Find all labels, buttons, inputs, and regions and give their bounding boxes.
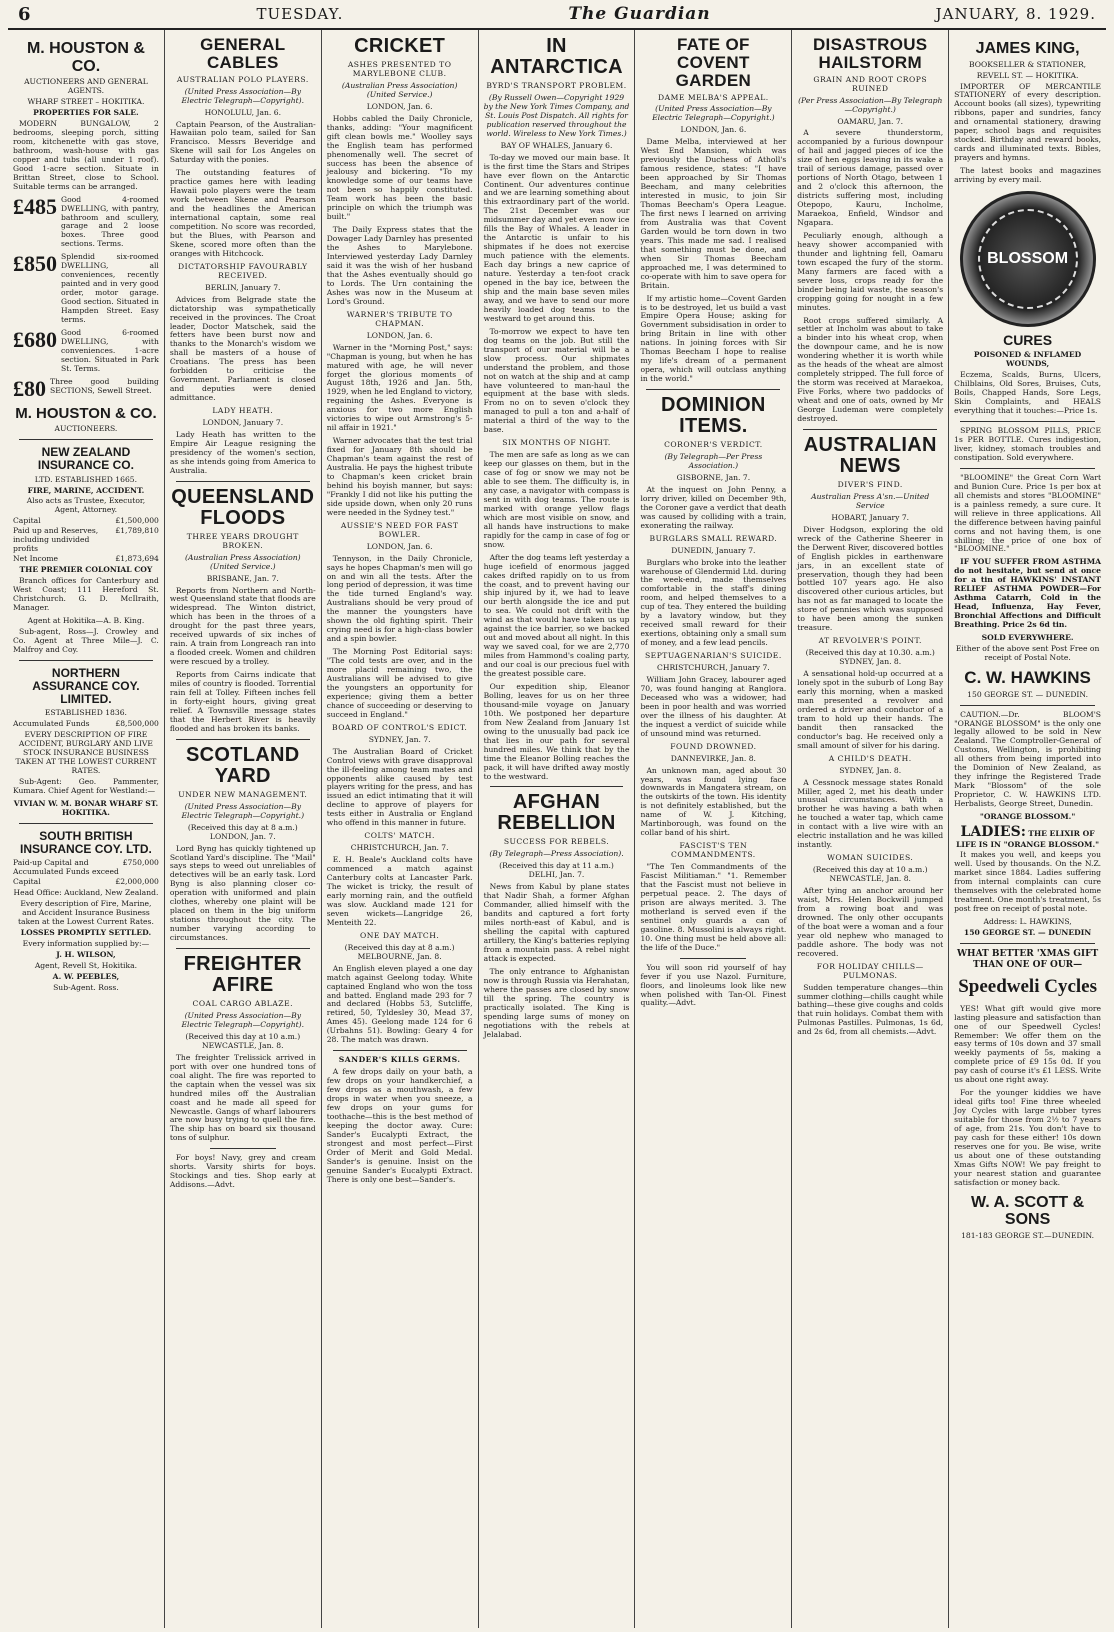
article-paragraph: Captain Pearson, of the Australian-Hawaiian polo team, sailed for San Francisco. Messrs Beveridge and Skene will sail for Los Angeles on Saturday with the ponies. bbox=[169, 119, 316, 165]
article-paragraph: Diver Hodgson, exploring the old wreck of the Catherine Sheerer in the Derwent River, discovered bottles of English pickles in earthenware jars, in an excellent state of preservation, though they had been bottled 107 years ago. He also discovered other curious articles, but has not as far managed to locate the store of pennies which was supposed to have been among the sunken treasure. bbox=[797, 524, 944, 633]
advertisement: A few drops daily on your bath, a few drops on your handkerchief, a few drops as a mouthwash, a few drops in water when you sneeze, a few drops on your gums for toothache—this is the best method of keeping the doctor away. Cure: Sander's Eucalypti Extract, the strongest and most perfect—First Order of Merit and Gold Medal. Sander's is genuine. Insist on the genuine Sander's Eucalypti Extract. There is only one best—Sander's. bbox=[326, 1067, 473, 1184]
article-paragraph: To-morrow we expect to have ten dog teams on the job. But still the transport of our material will be a slow process. Our shipmates understand the problem, and those not on watch at the ship and at camp have volunteered to man-haul the equipment at the base with sleds. From no on to seven o'clock they managed to pull a ton and a-half of material a third of the way to the base. bbox=[483, 326, 630, 435]
credit: (United Press Association—By Electric Telegraph—Copyright.) bbox=[652, 104, 775, 123]
hawkins-name: C. W. HAWKINS bbox=[964, 667, 1091, 687]
branch-offices: Branch offices for Canterbury and West Coast; 111 Hereford St. Christchurch. G. D. McIlraith, Manager. bbox=[13, 576, 159, 612]
reserves-label: Paid up and Reserves, including undivided profits bbox=[13, 526, 99, 554]
address-line: 150 GEORGE ST. — DUNEDIN bbox=[963, 928, 1092, 938]
accumulated-value: £8,500,000 bbox=[115, 719, 159, 729]
sb-info: Every information supplied by:— bbox=[22, 938, 150, 948]
dateline: HONOLULU, Jan. 6. bbox=[204, 107, 281, 117]
dateline: CHRISTCHURCH, Jan. 7. bbox=[350, 843, 449, 853]
masthead-date: JANUARY, 8. 1929. bbox=[935, 5, 1096, 23]
headline-australian-news: AUSTRALIAN NEWS bbox=[803, 433, 937, 477]
peebles: A. W. PEEBLES, bbox=[52, 971, 120, 981]
divider bbox=[176, 481, 310, 482]
cures-head: CURES bbox=[1003, 331, 1053, 348]
column-5 bbox=[635, 30, 792, 1628]
subhead: ONE DAY MATCH. bbox=[360, 930, 440, 940]
column-4 bbox=[479, 30, 636, 1628]
masthead bbox=[8, 0, 1106, 30]
subhead: A CHILD'S DEATH. bbox=[828, 753, 912, 763]
credit: (United Press Association—By Electric Telegraph—Copyright.) bbox=[181, 801, 305, 820]
article-paragraph: A sensational hold-up occurred at a lonely spot in the suburb of Long Bay early this morning, when a masked man presented a revolver and ordered a driver and conductor of a tram to hold up their hands. The bandit then ransacked the conductor's bag. He received only a small amount of silver for his daring. bbox=[797, 669, 944, 750]
post-free: Either of the above sent Post Free on receipt of Postal Note. bbox=[955, 644, 1100, 662]
sb-office: Head Office: Auckland, New Zealand. bbox=[13, 888, 159, 897]
reserves-value: £1,789,810 bbox=[115, 526, 159, 536]
columns bbox=[8, 30, 1106, 1628]
premier-line: THE PREMIER COLONIAL COY bbox=[19, 565, 153, 575]
subhead: DAME MELBA'S APPEAL. bbox=[658, 92, 769, 102]
subhead: COLTS' MATCH. bbox=[364, 831, 435, 841]
credit: (By Telegraph—Press Association). bbox=[489, 849, 624, 859]
masthead-title: The Guardian bbox=[568, 4, 711, 24]
divider bbox=[19, 823, 153, 824]
subhead: FOR HOLIDAY CHILLS—PULMONAS. bbox=[816, 961, 924, 980]
article-paragraph: "The Ten Commandments of the Fascist Militiaman." "1. Remember that the Fascist must not believe in perpetual peace. 2. The days of prison are always merited. 3. The motherland is served even if the sentinel only guards a can of gasoline. 8. Mussolini is always right. 10. One thing must be held above all: the life of the Duce." bbox=[640, 862, 787, 952]
dateline: DANNEVIRKE, Jan. 8. bbox=[670, 753, 756, 763]
dateline: (Received this day at 10 a.m.) NEWCASTLE, Jan. 8. bbox=[185, 1031, 301, 1050]
credit: (Per Press Association—By Telegraph—Copyright.) bbox=[798, 95, 943, 114]
dateline: (Received this day at 8 a.m.) MELBOURNE, Jan. 8. bbox=[344, 942, 455, 961]
article-paragraph: Root crops suffered similarly. A settler at Incholm was about to take a binder into his wheat crop, when the downpour came, and he is now wondering whether it is worth while as the heads of the wheat are almost completely stripped. The full force of the storm was received at Maraekoa, Five Forks, where two paddocks of wheat and one of oats, owned by Mr George Ludeman were completely destroyed. bbox=[797, 315, 944, 423]
subhead: AT REVOLVER'S POINT. bbox=[818, 636, 922, 646]
article-paragraph: The outstanding features of practice games here with leading Hawaii polo players were the team work between Skene and Pearson and the headlines the American international captain, some real competition. No score was recorded, but the Blues, with Pearson and Skene, scored more often than the oranges with Hitchcock. bbox=[169, 168, 316, 258]
divider bbox=[960, 421, 1095, 422]
reserves-row bbox=[13, 527, 159, 554]
caution-notice: CAUTION.—Dr. BLOOM'S "ORANGE BLOSSOM" is the only one legally allowed to be sold in New Zealand. The Comptroller-General of Customs, Wellington, is prohibiting all others from being imported into the Dominion of New Zealand, as they infringe the Registered Trade Mark "Blossom" of the sole Proprietor, C. W. HAWKINS LTD. Herbalists, George Street, Dunedin. bbox=[954, 709, 1102, 809]
column-3 bbox=[322, 30, 479, 1628]
subhead: SUCCESS FOR REBELS. bbox=[503, 837, 610, 847]
listing-4-row bbox=[13, 326, 159, 374]
divider bbox=[176, 739, 310, 740]
article-paragraph: Hobbs cabled the Daily Chronicle, thanks, adding: "Your magnificent gift clean bowls me." Woolley says the English team has performed phenomenally well. The secret of success has been the absence of jealousy and bickering. "To my knowledge some of our teams have not been so happily constituted. Team work has been the basic principle on which the triumph was built." bbox=[326, 113, 473, 222]
article-paragraph: The Morning Post Editorial says: "The cold tests are over, and in the more placid remaining two, the Australians will be advised to give the youngsters an opportunity for experience; giving them a better chance of succeeding or deserving to succeed in England." bbox=[326, 647, 473, 719]
article-paragraph: News from Kabul by plane states that Nadir Shah, a former Afghan Commander, allied himself with the bandits and captured a fort forty miles north-east of Kabul, and is shelling the capital with captured artillery, the King's batteries replying from a mountain pass. A rebel night attack is expected. bbox=[483, 882, 630, 963]
price-1: £485 bbox=[13, 193, 57, 219]
article-paragraph: Reports from Cairns indicate that miles of country is flooded. Torrential rain fell at Tolley. Fifteen inches fell in forty-eight hours, giving great relief. A Townsville message states that the Herbert River is heavily flooded and has broken its banks. bbox=[169, 670, 316, 733]
blossom-stamp-logo bbox=[960, 191, 1096, 327]
peebles-role: Sub-Agent. Ross. bbox=[53, 982, 119, 992]
nz-insurance-name: NEW ZEALAND INSURANCE CO. bbox=[37, 445, 134, 473]
headline-dominion-items: DOMINION ITEMS. bbox=[661, 394, 766, 438]
article-paragraph: E. H. Beale's Auckland colts have commenced a match against Canterbury colts at Lancaster Park. The wicket is tricky, the result of early morning rain, and the outfield was slow. Auckland made 121 for seven wickets—Langridge 26, Menteith 22. bbox=[326, 855, 473, 927]
article-paragraph: A Cessnock message states Ronald Miller, aged 2, met his death under unusual circumstances. With a brother he was having a bath when he touched a water tap, which came in contact with a live wire with an electric installation and he was killed instantly. bbox=[797, 777, 944, 850]
divider bbox=[960, 468, 1095, 469]
ad-houston-address: WHARF STREET – HOKITIKA. bbox=[27, 97, 145, 107]
listing-3-row bbox=[13, 253, 159, 325]
sb-paid-label: Paid-up Capital and Accumulated Funds exceed bbox=[13, 858, 119, 877]
ladies-row bbox=[954, 824, 1101, 849]
advertisement: Sudden temperature changes—thin summer clothing—chills caught while bathing—these give coughs and colds that ruin holidays. Combat them with Pulmonas Pastilles. Pulmonas, 1s 6d, and 2s 6d, from all chemists.—Advt. bbox=[797, 982, 944, 1037]
sb-capital-value: £2,000,000 bbox=[115, 877, 159, 887]
accumulated-row bbox=[13, 720, 159, 729]
dateline: BERLIN, January 7. bbox=[205, 282, 281, 292]
dateline: BAY OF WHALES, January 6. bbox=[500, 140, 613, 150]
listing-5: Three good building SECTIONS, Sewell Street. bbox=[50, 376, 159, 395]
article-paragraph: Lady Heath has written to the Empire Air League resigning the presidency of the women's section, as she intends going from America to Australia. bbox=[169, 430, 316, 475]
sb-capital-label: Capital bbox=[13, 877, 41, 887]
subhead: WOMAN SUICIDES. bbox=[827, 853, 914, 863]
ad-houston-name: M. HOUSTON & CO. bbox=[26, 40, 145, 75]
sold-everywhere: SOLD EVERYWHERE. bbox=[981, 633, 1074, 643]
headline-cricket: CRICKET bbox=[354, 35, 446, 57]
divider bbox=[176, 948, 310, 949]
dateline: (Received this day at 10 a.m.) NEWCASTLE, Jan. 8. bbox=[812, 865, 928, 884]
dateline: OAMARU, Jan. 7. bbox=[837, 116, 904, 126]
listing-5-row bbox=[13, 375, 159, 401]
ad-sanders-head: SANDER'S KILLS GERMS. bbox=[338, 1055, 461, 1065]
divider bbox=[960, 705, 1095, 706]
cures-text: Eczema, Scalds, Burns, Ulcers, Chilblains, Old Sores, Bruises, Cuts, Boils, Chapped Hands, Sore Legs, Skin Complaints, and HEALS everything that it touches:—Price 1s. bbox=[954, 370, 1102, 416]
credit: (Australian Press Association) (United Service.) bbox=[341, 80, 458, 99]
northern-assurance-name: NORTHERN ASSURANCE COY. LIMITED. bbox=[32, 665, 140, 707]
credit: (United Press Association—By Electric Telegraph—Copyright). bbox=[181, 1010, 305, 1029]
cycles-text: YES! What gift would give more lasting pleasure and satisfaction than one of our Speedwell Cycles! Remember: We offer them on the easy terms of 10s down and 37 small weekly payments of 5s, making a complete price of £9 15s 0d. If you pay cash of course it's £1 LESS. Write us about one right away. bbox=[954, 1003, 1102, 1085]
dateline: BRISBANE, Jan. 7. bbox=[206, 573, 279, 583]
cures-sub: POISONED & INFLAMED WOUNDS, bbox=[973, 350, 1082, 369]
headline-hailstorm: DISASTROUS HAILSTORM bbox=[812, 35, 928, 72]
dateline: SYDNEY, Jan. 7. bbox=[368, 734, 431, 744]
subhead: CORONER'S VERDICT. bbox=[664, 440, 763, 450]
capital-row bbox=[13, 517, 159, 526]
article-paragraph: William John Gracey, labourer aged 70, was found hanging at Ranglora. Deceased who was a widower, had been in poor health and was worried over the illness of his daughter. At the inquest a verdict of suicide while of unsound mind was returned. bbox=[640, 675, 787, 738]
nz-insurance-est: LTD. ESTABLISHED 1665. bbox=[34, 474, 138, 484]
scott-address: 181-183 GEORGE ST.—DUNEDIN. bbox=[961, 1230, 1095, 1240]
dateline: LONDON, Jan. 6. bbox=[366, 330, 433, 340]
wilson-role: Agent, Revell St, Hokitika. bbox=[34, 960, 138, 970]
dateline: (Received this day at 8 a.m.) LONDON, Jan. 7. bbox=[187, 822, 298, 841]
subhead: SIX MONTHS OF NIGHT. bbox=[502, 438, 611, 448]
pills-ad: SPRING BLOSSOM PILLS, PRICE 1s PER BOTTLE. Cures indigestion, liver, kidney, stomach troubles and constipation. Sold everywhere. bbox=[954, 426, 1102, 462]
accumulated-label: Accumulated Funds bbox=[13, 719, 90, 729]
listing-2-row bbox=[13, 193, 159, 250]
subhead: GRAIN AND ROOT CROPS RUINED bbox=[813, 74, 928, 93]
ad-king-text-2: The latest books and magazines arriving by every mail. bbox=[954, 166, 1102, 185]
article-paragraph: Warner advocates that the test trial fixed for January 8th should be Chapman's team against the rest of Australia. He pays the highest tribute to Chapman's keen cricket brain behind his boyish manner, but says: "Frankly I did not like his putting the side upside down, when only 20 runs were needed in the Sydney test." bbox=[326, 436, 473, 517]
article-paragraph: After the dog teams left yesterday a huge icefield of enormous jagged cakes drifted rapidly on to us from the coast, and to prevent having our ship injured by it, we had to leave our berth alongside the ice and put to sea. We could not drift with the wind as that would have taken us up against the ice barrier, so we backed out and moved about all night. In this way we saved coal, for we are 2,770 miles from Hammond's coaling party, and our coal is our precious fuel with the greatest possible care. bbox=[483, 552, 630, 679]
sb-capital-row bbox=[13, 878, 159, 887]
capital-label: Capital bbox=[13, 516, 41, 526]
article-paragraph: Tennyson, in the Daily Chronicle, says he hopes Chapman's men will go on and win all the tests. After the long period of depression, it was time the tide turned England's way. Australians should be very proud of the manner the youngsters have shown the old fighting spirit. Their crying need is for a high-class bowler and a spin bowler. bbox=[326, 553, 473, 644]
cycles-text-2: For the younger kiddies we have ideal gifts too! Fine three wheeled Joy Cycles with large rubber tyres suitable for those from 2½ to 7 years of age, from 21s. You don't have to pay cash for these either! 10s down reserves one for you. Be wise, write us about one of these outstanding Xmas Gifts NOW! We pay freight to your nearest station and guarantee satisfaction or money back. bbox=[954, 1088, 1102, 1187]
subhead: BOARD OF CONTROL'S EDICT. bbox=[331, 722, 468, 732]
article-paragraph: The freighter Trelissick arrived in port with over one hundred tons of coal alight. The fire was reported to the captain when the vessel was six hundred miles off the Australian coast and he made all speed for Newcastle. Gangs of wharf labourers are now busy trying to quell the fire. The ship has on board six thousand tons of sulphur. bbox=[169, 1052, 316, 1143]
article-paragraph: Peculiarly enough, although a heavy shower accompanied with thunder and lightning fell, Oamaru town escaped the fury of the storm. Many farmers are faced with a severe loss, crops ready for the binder being laid waste, the season's cropping going for nought in a few minutes. bbox=[797, 230, 944, 312]
article-paragraph: Our expedition ship, Eleanor Bolling, leaves for us on her three thousand-mile voyage on January 10th. We postponed her departure from New Zealand from January 1st owing to the unusually bad pack ice that lies in our path for several hundred miles. We think that by the time the Eleanor Bolling reaches the pack, it will have drifted away mostly to the westward. bbox=[483, 682, 630, 781]
article-paragraph: To-day we moved our main base. It is the first time the Stars and Stripes have ever flown on the Antarctic Continent. Our adventures continue and we are learning something about this extraordinary part of the world. The 21st December was our midsummer day and yet even now ice fills the Bay of Whales. A leader in the Antarctic is unfair to his shipmates if he does not exercise much patience with the elements. Each day brings a new caprice of nature. Yesterday a ten-foot crack opened in the bay ice, between the ship and the main base seven miles away, and we have to send our more heavily loaded dog teams to the westward to get around this. bbox=[483, 152, 630, 323]
article-paragraph: At the inquest on John Penny, a lorry driver, killed on December 9th, the Coroner gave a verdict that death was caused by colliding with a train, exonerating the railway. bbox=[640, 484, 787, 530]
column-7 bbox=[949, 30, 1106, 1628]
asthma-ad: IF YOU SUFFER FROM ASTHMA do not hesitate, but send at once for a tin of HAWKINS' INSTANT RELIEF ASTHMA POWDER—For Asthma Catarrh, Cold in the Head, Influenza, Hay Fever, Bronchial Affections and Difficult Breathing. Price 2s 6d tin. bbox=[954, 557, 1102, 630]
divider bbox=[646, 389, 780, 390]
income-value: £1,873,694 bbox=[115, 554, 159, 564]
advertisement: For boys! Navy, grey and cream shorts. Varsity shirts for boys. Stockings and ties. Shop early at Addisons.—Advt. bbox=[169, 1153, 316, 1190]
ladies-label: LADIES: bbox=[960, 824, 1026, 840]
subhead: AUSSIE'S NEED FOR FAST BOWLER. bbox=[340, 520, 459, 539]
subhead: DICTATORSHIP FAVOURABLY RECEIVED. bbox=[178, 261, 308, 280]
price-3: £680 bbox=[13, 326, 57, 352]
dateline: HOBART, January 7. bbox=[831, 512, 910, 522]
ladies-text: It makes you well, and keeps you well. Used by thousands. On the N.Z. market since 1884. Ladies suffering from internal complaints can cure themselves with the celebrated home treatment. One month's treatment, 5s post free on receipt of postal note. bbox=[954, 850, 1102, 914]
hokitika-agent: Agent at Hokitika—A. B. King. bbox=[27, 615, 145, 625]
northern-est: ESTABLISHED 1836. bbox=[44, 708, 127, 718]
column-6 bbox=[792, 30, 949, 1628]
nz-insurance-types: FIRE, MARINE, ACCIDENT. bbox=[27, 485, 145, 495]
divider bbox=[19, 660, 153, 661]
ad-king-role: BOOKSELLER & STATIONER, bbox=[969, 59, 1087, 69]
credit: (By Russell Owen—Copyright 1929 by the New York Times Company, and St. Louis Post Dispatch. All rights for publication reserved throughout the world. Wireless to New York Times.) bbox=[483, 92, 630, 138]
article-paragraph: The Australian Board of Cricket Control views with grave disapproval the ill-feeling among team mates and opponents alike caused by test players writing for the press, and has issued an edict intimating that it will decline to approve of players for tests either in Australia or England who offend in this manner in future. bbox=[326, 746, 473, 828]
dateline: SYDNEY, Jan. 8. bbox=[839, 765, 902, 775]
headline-general-cables: GENERAL CABLES bbox=[200, 35, 286, 72]
credit: (United Press Association—By Electric Telegraph—Copyright). bbox=[181, 86, 305, 105]
subhead: ASHES PRESENTED TO MARYLEBONE CLUB. bbox=[347, 60, 452, 78]
article-paragraph: An unknown man, aged about 30 years, was found lying face downwards in Mangatera stream, on the outskirts of the town. His identity is not definitely established, but the name of W. J. Kitching, Martinborough, was found on the collar band of his shirt. bbox=[640, 765, 787, 838]
ad-houston-name-2: M. HOUSTON & CO. bbox=[15, 404, 157, 422]
dateline: LONDON, January 7. bbox=[202, 418, 284, 428]
scott-sons: W. A. SCOTT & SONS bbox=[970, 1193, 1085, 1229]
article-paragraph: Reports from Northern and North-west Queensland state that floods are widespread. The Winton district, which has been in the throes of a drought for the past three years, received upwards of six inches of rain. A train from Longreach ran into a flooded creek. Women and children were rescued by a trolley. bbox=[169, 585, 316, 667]
headline-queensland-floods: QUEENSLAND FLOODS bbox=[171, 485, 315, 529]
dateline: GISBORNE, Jan. 7. bbox=[676, 472, 751, 482]
article-paragraph: Burglars who broke into the leather warehouse of Glendermid Ltd. during the week-end, made themselves comfortable in the staff's dining room, and helped themselves to a cup of tea. They entered the building by a lavatory window, but they received small reward for their exertions, obtaining only a small sum of money, and a few lead pencils. bbox=[640, 557, 787, 648]
listing-1: MODERN BUNGALOW, 2 bedrooms, sleeping porch, sitting room, kitchenette with gas stove, bathroom, wash-house with gas copper and tubs (all under 1 roof). Good 1-acre section. Situate in Brittan Street, close to School. Suitable terms can be arranged. bbox=[13, 119, 159, 191]
dateline: DUNEDIN, January 7. bbox=[671, 545, 756, 555]
xmas-gift-head: WHAT BETTER 'XMAS GIFT THAN ONE OF OUR— bbox=[956, 949, 1099, 970]
ad-james-king: JAMES KING, bbox=[975, 40, 1080, 57]
speedwell-cycles: Speedweli Cycles bbox=[958, 976, 1097, 998]
article-paragraph: If my artistic home—Covent Garden is to be destroyed, let us build a vast Empire Opera House; asking for Government subsidisation in order to bring Britain in line with other nations. In joining forces with Sir Thomas Beecham I hope to realise my life's dream of a permanent opera, which will outclass anything in the world." bbox=[640, 293, 787, 384]
masthead-day: TUESDAY. bbox=[256, 5, 344, 23]
article-paragraph: Warner in the "Morning Post," says: "Chapman is young, but when he has matured with age, he will never forget the glorious moments of August 18th, 1926 and Jan. 5th, 1929, when he led England to victory, regaining the Ashes. Everyone is anxious for two more English victories to wipe out Armstrong's 5-nil affair in 1921." bbox=[326, 342, 473, 433]
subhead: LADY HEATH. bbox=[212, 406, 274, 416]
article-paragraph: Lord Byng has quickly tightened up Scotland Yard's discipline. The "Mail" says steps to weed out unreliables of detectives will be an early task. Lord Byng is also planning closer co-operation with uniformed and plain clothes, whereby one plaint will be placed on them in the big uniform stations throughout the city. The number varying according to circumstances. bbox=[169, 843, 316, 943]
article-paragraph: After tying an anchor around her waist, Mrs. Helen Bockwill jumped from a rowing boat and was drowned. The only other occupants of the boat were a woman and a four year old nephew who managed to paddle ashore. The body was not recovered. bbox=[797, 886, 944, 958]
price-4: £80 bbox=[13, 375, 46, 401]
divider bbox=[490, 786, 624, 787]
subhead: BURGLARS SMALL REWARD. bbox=[649, 533, 778, 543]
headline-antarctica: IN ANTARCTICA bbox=[490, 35, 623, 78]
divider bbox=[210, 1148, 276, 1149]
article-paragraph: An English eleven played a one day match against Geelong today. White captained England who won the toss and batted. England made 293 for 7 and declared (Hobbs 53, Sutcliffe, retired, 50, Tyldesley 30, Mead 37, Ames 45). Geelong made 124 for 6 (Urbahns 51). Bowling: Geary 4 for 28. The match was drawn. bbox=[326, 963, 473, 1045]
subhead: THREE YEARS DROUGHT BROKEN. bbox=[186, 531, 299, 550]
dateline: LONDON, Jan. 6. bbox=[366, 101, 433, 111]
sub-agents: Sub-agent, Ross—J. Crowley and Co. Agent at Three Mile—J. C. Malfroy and Coy. bbox=[13, 626, 159, 654]
income-row bbox=[13, 555, 159, 564]
dateline: CHRISTCHURCH, January 7. bbox=[657, 663, 770, 673]
article-paragraph: The men are safe as long as we can keep our glasses on them, but in the case of fog or snow we may not be able to see them. The difficulty is, in any case, a navigator with compass is sent in with dog teams. The route is marked with orange yellow flags which are most visible on snow, and all hands have instructions to make rapidly for the camp in case of fog or snow. bbox=[483, 450, 630, 549]
nz-insurance-trustee: Also acts as Trustee, Executor, Agent, Attorney. bbox=[26, 496, 146, 515]
subhead: BYRD'S TRANSPORT PROBLEM. bbox=[486, 81, 627, 90]
column-1 bbox=[8, 30, 165, 1628]
dateline: (Received this day at 11 a.m.) DELHI, Jan. 7. bbox=[499, 861, 614, 880]
south-british-name: SOUTH BRITISH INSURANCE COY. LTD. bbox=[20, 828, 152, 856]
northern-agent: Sub-Agent: Geo. Pammenter, Kumara. Chief Agent for Westland:— bbox=[13, 776, 159, 795]
listing-3: Splendid six-roomed DWELLING, all conveniences, recently painted and in very good order, motor garage. Good section. Situated in Hampden Street. Easy terms. bbox=[61, 252, 159, 325]
subhead: SEPTUAGENARIAN'S SUICIDE. bbox=[644, 651, 782, 661]
ad-houston-role-2: AUCTIONEERS. bbox=[54, 424, 118, 434]
blossom-stamp-text: BLOSSOM bbox=[987, 249, 1069, 267]
address-label: Address: L. HAWKINS, bbox=[983, 917, 1072, 927]
page-number: 6 bbox=[18, 3, 32, 25]
bonar: VIVIAN W. M. BONAR WHARF ST. HOKITIKA. bbox=[13, 798, 159, 817]
subhead: AUSTRALIAN POLO PLAYERS. bbox=[176, 74, 309, 84]
ladies-head: THE ELIXIR OF LIFE IS IN "ORANGE BLOSSOM." bbox=[956, 829, 1100, 849]
wilson: J. H. WILSON, bbox=[56, 949, 116, 959]
divider bbox=[19, 439, 153, 440]
orange-blossom: "ORANGE BLOSSOM." bbox=[979, 812, 1076, 822]
capital-value: £1,500,000 bbox=[115, 516, 159, 526]
subhead: FOUND DROWNED. bbox=[670, 741, 757, 751]
sb-paid-value: £750,000 bbox=[122, 858, 159, 868]
blossom-stamp-inner bbox=[978, 209, 1078, 309]
ad-king-address: REVELL ST. — HOKITIKA. bbox=[976, 70, 1079, 80]
divider bbox=[680, 958, 746, 959]
price-2: £850 bbox=[13, 251, 57, 277]
subhead: DIVER'S FIND. bbox=[837, 479, 903, 489]
dateline: LONDON, Jan. 6. bbox=[366, 541, 433, 551]
hawkins-address: 150 GEORGE ST. — DUNEDIN. bbox=[967, 689, 1088, 699]
subhead: WARNER'S TRIBUTE TO CHAPMAN. bbox=[346, 309, 453, 328]
subhead: COAL CARGO ABLAZE. bbox=[192, 999, 294, 1009]
dateline: (Received this day at 10.30. a.m.) SYDNEY, Jan. 8. bbox=[805, 648, 935, 667]
listing-2: Good 4-roomed DWELLING, with pantry, bathroom and scullery, garage and 2 loose boxes. Three good sections. Terms. bbox=[61, 194, 159, 249]
credit: (By Telegraph—Per Press Association.) bbox=[664, 452, 763, 470]
listing-4: Good 6-roomed DWELLING, with conveniences. 1-acre section. Situated in Park St. Terms. bbox=[61, 327, 159, 373]
properties-header: PROPERTIES FOR SALE. bbox=[33, 108, 139, 118]
headline-covent-garden: FATE OF COVENT GARDEN bbox=[675, 35, 752, 90]
ad-houston-role: AUCTIONEERS AND GENERAL AGENTS. bbox=[24, 77, 148, 96]
article-paragraph: Dame Melba, interviewed at her West End Mansion, which was previously the Duchess of Atholl's famous residence, states: "I have been approached by Sir Thomas Beecham, and many celebrities interested in music, to join Sir Thomas Beecham's Opera League. The first news I learned on arriving from Australia was that Covent Garden would be torn down in two years. This made me sad. I realised that something must be done, and when Sir Thomas Beecham approached me, I was determined to co-operate with him to save opera for Britain. bbox=[640, 137, 787, 290]
sb-losses: LOSSES PROMPTLY SETTLED. bbox=[20, 927, 152, 937]
credit: Australian Press A'sn.—United Service bbox=[811, 491, 930, 510]
subhead: UNDER NEW MANAGEMENT. bbox=[178, 789, 308, 799]
northern-desc: EVERY DESCRIPTION OF FIRE ACCIDENT, BURGLARY AND LIVE STOCK INSURANCE BUSINESS TAKEN AT THE LOWEST CURRENT RATES. bbox=[15, 730, 157, 775]
headline-scotland-yard: SCOTLAND YARD bbox=[186, 743, 300, 787]
income-label: Net Income bbox=[13, 554, 59, 564]
ad-king-text: IMPORTER OF MERCANTILE STATIONERY of every description. Account books (all sizes), typewriting ribbons, paper and sundries, fancy and ornamental stationery, drawing paper, school bags and requisites stocked. Birthday and reward books, cards and illuminated texts. Bibles, prayers and hymns. bbox=[954, 81, 1102, 163]
advertisement: You will soon rid yourself of hay fever if you use Nazol. Furniture, floors, and linoleums look like new when polished with Tan-Ol. Finest quality.—Advt. bbox=[640, 962, 787, 1008]
subhead: FASCIST'S TEN COMMANDMENTS. bbox=[671, 841, 756, 860]
article-paragraph: Advices from Belgrade state the dictatorship was sympathetically received in the provinces. The Croat leader, Doctor Matschek, said the fetters have been burst now and thanks to the Monarch's wisdom we shall be masters of a house of Croatians. The press has been forbidden to criticise the Government. Parliament is closed and deputies were denied admittance. bbox=[169, 294, 316, 403]
credit: (Australian Press Association) (United Service.) bbox=[185, 552, 301, 571]
article-paragraph: The only entrance to Afghanistan now is through Russia via Herahatan, where the passes are closed by snow till the spring. The country is practically isolated. The King is spending large sums of money on negotiations with the rebels at Jelalabad. bbox=[483, 966, 630, 1039]
article-paragraph: A severe thunderstorm, accompanied by a furious downpour of hail and jagged pieces of ice the size of hen eggs leaving in its wake a trail of serious damage, passed over portions of North Otago, between 1 and 2 o'clock this afternoon, the districts suffering most, including Otepopo, Kauru, Incholme, Maraekoa, Enfield, Windsor and Ngapara. bbox=[797, 128, 944, 227]
bloomine-ad: "BLOOMINE" the Great Corn Wart and Bunion Cure. Price 1s per box at all chemists and stores "BLOOMINE" is a painless remedy, a sure cure. It will relieve in three applications. All the difference between having painful corns and not having them, is one shilling; the price of one box of "BLOOMINE." bbox=[954, 472, 1102, 554]
divider bbox=[960, 943, 1095, 944]
dateline: LONDON, Jan. 6. bbox=[680, 125, 747, 135]
headline-freighter-afire: FREIGHTER AFIRE bbox=[183, 953, 302, 997]
sb-paid-row bbox=[13, 859, 159, 877]
column-2 bbox=[165, 30, 322, 1628]
divider bbox=[803, 429, 937, 430]
sb-desc: Every description of Fire, Marine, and Accident Insurance Business taken at the Lowest Current Rates. bbox=[17, 898, 154, 926]
article-paragraph: The Daily Express states that the Dowager Lady Darnley has presented the Ashes to Marylebone. Interviewed yesterday Lady Darnley said it was the wish of her husband that the Ashes eventually should go to Lords. The Urn containing the Ashes was now in the Museum at Lord's Ground. bbox=[326, 225, 473, 306]
divider bbox=[333, 1050, 467, 1051]
headline-afghan-rebellion: AFGHAN REBELLION bbox=[497, 791, 616, 835]
